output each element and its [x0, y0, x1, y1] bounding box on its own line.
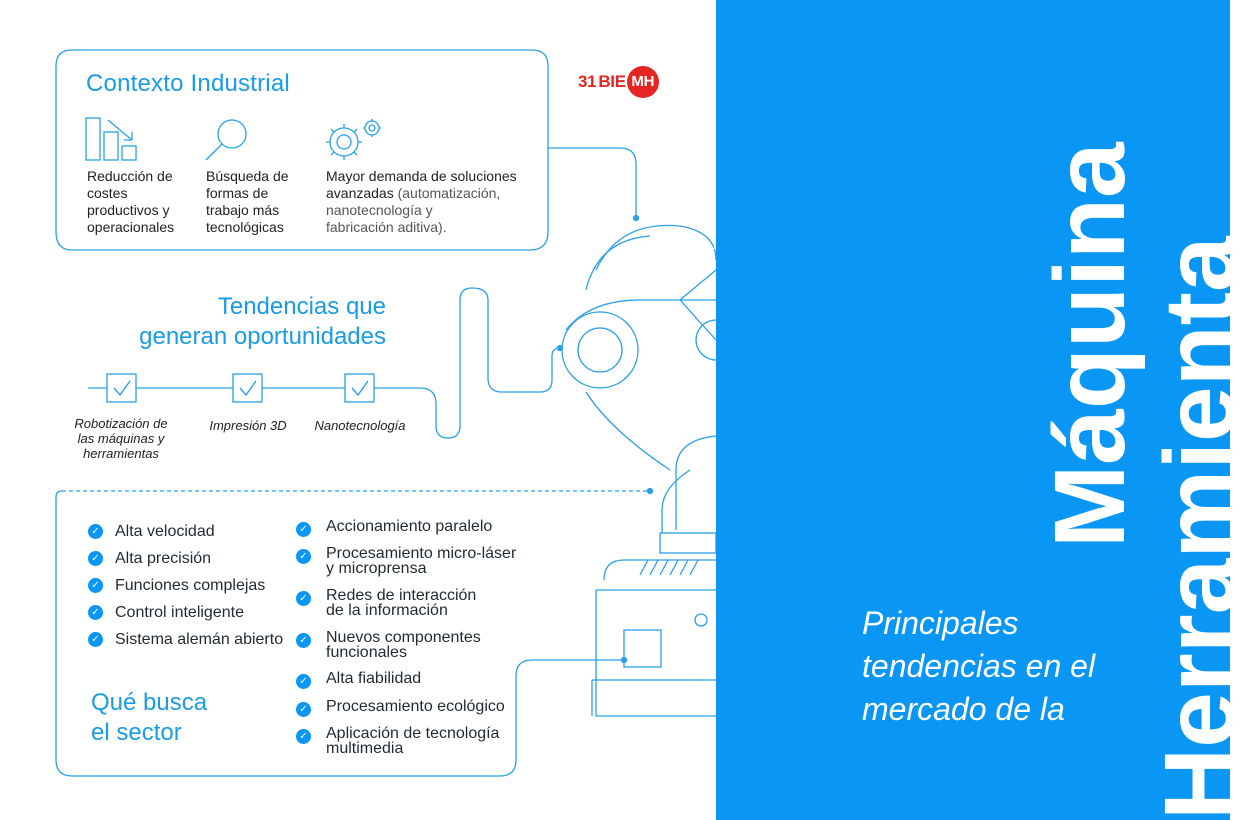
- check-circle-icon: ✓: [296, 729, 311, 744]
- sector-right-item: ✓ Procesamiento ecológico: [296, 699, 505, 714]
- sector-right-item: ✓ Nuevos componentes funcionales: [296, 630, 481, 660]
- sector-right-item: ✓ Aplicación de tecnología multimedia: [296, 726, 499, 756]
- sector-title: Qué busca el sector: [91, 689, 208, 746]
- headline-word-herramienta: Herramienta: [1144, 236, 1256, 820]
- sector-right-item: ✓ Procesamiento micro-láser y microprensa: [296, 546, 516, 576]
- trend-label-robotics: Robotización de las máquinas y herramientas: [74, 416, 168, 461]
- sector-left-item: ✓ Alta precisión: [88, 551, 211, 566]
- context-title: Contexto Industrial: [86, 70, 290, 97]
- context-connector: [548, 148, 636, 218]
- trends-title: Tendencias que generan oportunidades: [139, 293, 386, 350]
- check-circle-icon: ✓: [296, 633, 311, 648]
- trend-label-nanotech: Nanotecnología: [314, 418, 406, 433]
- sector-right-item: ✓ Redes de interacción de la información: [296, 588, 476, 618]
- context-item-demand: Mayor demanda de soluciones avanzadas (automatización, nanotecnología y fabricación aditiva).: [326, 168, 517, 235]
- check-circle-icon: ✓: [296, 522, 311, 537]
- trend-check-1: [107, 374, 136, 402]
- sector-right-item: ✓ Alta fiabilidad: [296, 671, 421, 686]
- headline-word-maquina: Máquina: [1034, 142, 1146, 548]
- trend-check-2: [233, 374, 262, 402]
- check-circle-icon: ✓: [88, 578, 103, 593]
- biemh-logo: [578, 66, 659, 98]
- check-circle-icon: ✓: [88, 605, 103, 620]
- logo-badge: MH: [627, 66, 659, 98]
- context-item-costs: Reducción de costes productivos y operacionales: [87, 168, 175, 235]
- check-circle-icon: ✓: [88, 524, 103, 539]
- sector-left-item: ✓ Alta velocidad: [88, 524, 215, 539]
- check-circle-icon: ✓: [296, 549, 311, 564]
- check-circle-icon: ✓: [296, 591, 311, 606]
- sector-left-item: ✓ Control inteligente: [88, 605, 244, 620]
- check-circle-icon: ✓: [296, 702, 311, 717]
- logo-number: 31: [578, 72, 597, 91]
- check-circle-icon: ✓: [88, 551, 103, 566]
- bar-chart-down-icon: [86, 118, 136, 160]
- context-item-search: Búsqueda de formas de trabajo más tecnológicas: [206, 168, 289, 235]
- check-circle-icon: ✓: [296, 674, 311, 689]
- gears-icon: [326, 119, 381, 160]
- sector-left-item: ✓ Funciones complejas: [88, 578, 265, 593]
- trend-label-3d-printing: Impresión 3D: [209, 418, 287, 433]
- logo-text: BIE: [598, 72, 626, 91]
- magnifier-icon: [206, 120, 246, 160]
- sector-left-item: ✓ Sistema alemán abierto: [88, 632, 283, 647]
- headline-subtitle: Principales tendencias en el mercado de la: [862, 605, 1096, 727]
- trend-check-3: [345, 374, 374, 402]
- sector-right-item: ✓ Accionamiento paralelo: [296, 519, 492, 534]
- check-circle-icon: ✓: [88, 632, 103, 647]
